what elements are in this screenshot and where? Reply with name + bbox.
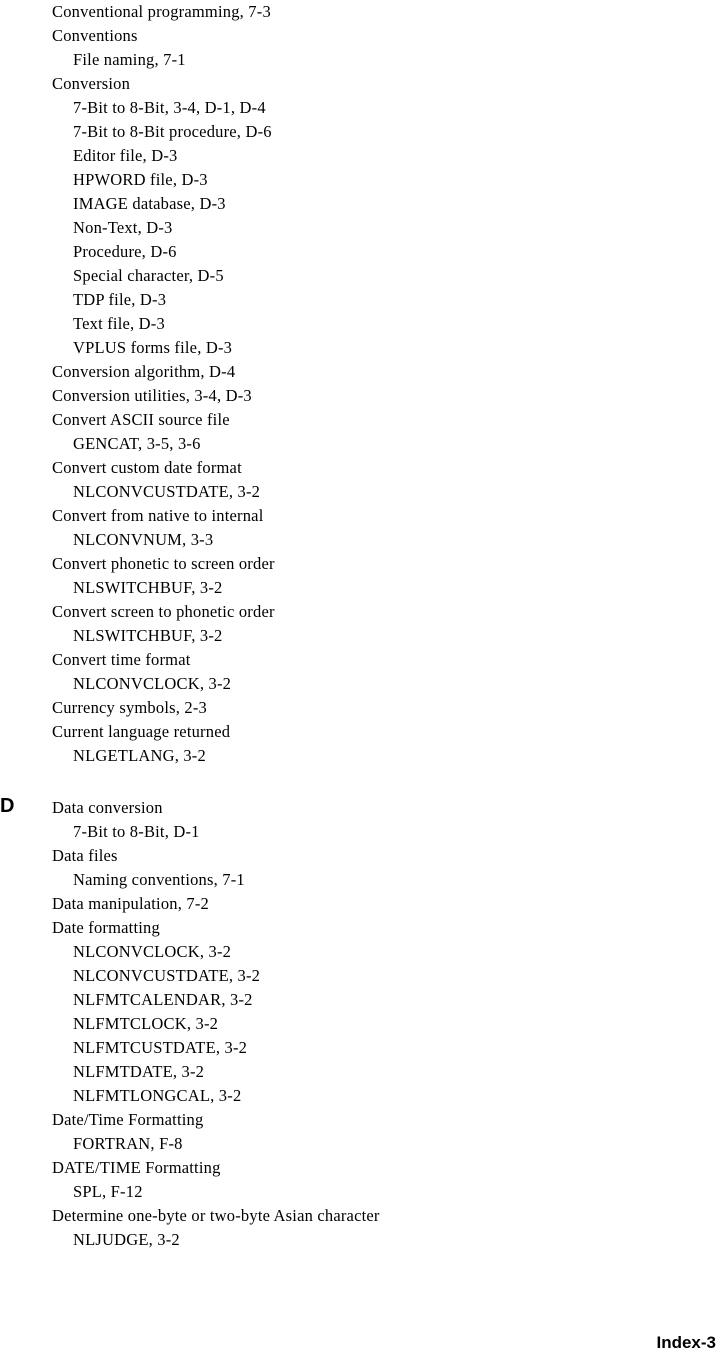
index-subentry: NLFMTCALENDAR, 3-2 [73,990,253,1009]
index-entry: Data conversion [52,798,163,817]
index-subentry: FORTRAN, F-8 [73,1134,183,1153]
index-entry: Convert phonetic to screen order [52,554,275,573]
index-entry: Conversion [52,74,131,93]
index-subentry: NLSWITCHBUF, 3-2 [73,578,223,597]
index-subentry: NLJUDGE, 3-2 [73,1230,180,1249]
index-entry: Convert from native to internal [52,506,264,525]
index-subentry: SPL, F-12 [73,1182,143,1201]
index-entry: Convert ASCII source file [52,410,230,429]
index-subentry: IMAGE database, D-3 [73,194,226,213]
index-entry: Convert custom date format [52,458,242,477]
index-entry: Convert time format [52,650,191,669]
index-entry: Conversion algorithm, D-4 [52,362,236,381]
index-subentry: Non-Text, D-3 [73,218,173,237]
index-entry: Conventional programming, 7-3 [52,2,271,21]
index-subentry: Editor file, D-3 [73,146,178,165]
index-entry: Convert screen to phonetic order [52,602,275,621]
index-entry: DATE/TIME Formatting [52,1158,221,1177]
index-subentry: GENCAT, 3-5, 3-6 [73,434,201,453]
index-entry-list [0,796,380,1252]
index-subentry: NLSWITCHBUF, 3-2 [73,626,223,645]
index-subentry: 7-Bit to 8-Bit, D-1 [73,822,200,841]
index-subentry: NLFMTDATE, 3-2 [73,1062,205,1081]
section-letter-d: D [0,795,15,817]
index-entry: Determine one-byte or two-byte Asian character [52,1206,380,1225]
index-subentry: NLFMTCLOCK, 3-2 [73,1014,219,1033]
index-subentry: File naming, 7-1 [73,50,186,69]
index-subentry: Procedure, D-6 [73,242,177,261]
index-subentry: Special character, D-5 [73,266,224,285]
index-subentry: TDP file, D-3 [73,290,167,309]
index-subentry: NLCONVNUM, 3-3 [73,530,214,549]
index-subentry: NLCONVCLOCK, 3-2 [73,942,232,961]
index-subentry: NLCONVCLOCK, 3-2 [73,674,232,693]
index-subentry: NLCONVCUSTDATE, 3-2 [73,482,261,501]
index-subentry: NLGETLANG, 3-2 [73,746,206,765]
index-entry: Current language returned [52,722,231,741]
index-subentry: VPLUS forms file, D-3 [73,338,233,357]
index-subentry: NLCONVCUSTDATE, 3-2 [73,966,261,985]
page-number: Index-3 [656,1333,716,1352]
index-subentry: HPWORD file, D-3 [73,170,208,189]
index-entry: Conversion utilities, 3-4, D-3 [52,386,252,405]
index-entry: Date/Time Formatting [52,1110,204,1129]
index-entry: Conventions [52,26,138,45]
index-subentry: NLFMTCUSTDATE, 3-2 [73,1038,248,1057]
index-entry: Date formatting [52,918,160,937]
index-subentry: 7-Bit to 8-Bit procedure, D-6 [73,122,272,141]
index-subentry: Text file, D-3 [73,314,165,333]
index-subentry: NLFMTLONGCAL, 3-2 [73,1086,242,1105]
index-subentry: 7-Bit to 8-Bit, 3-4, D-1, D-4 [73,98,266,117]
index-entry: Data manipulation, 7-2 [52,894,209,913]
index-entry-list [0,0,275,768]
index-entry: Data files [52,846,118,865]
index-subentry: Naming conventions, 7-1 [73,870,245,889]
index-entry: Currency symbols, 2-3 [52,698,207,717]
